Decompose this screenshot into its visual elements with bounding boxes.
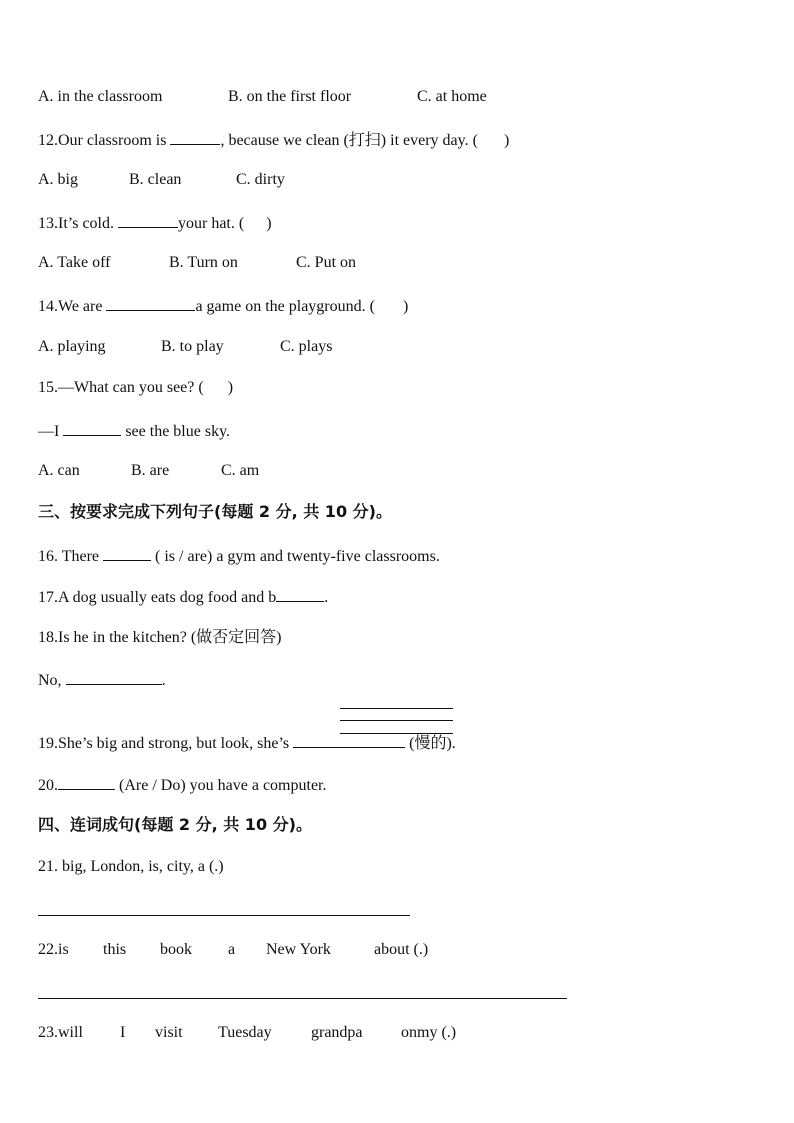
- question-13: [38, 212, 272, 234]
- q20-number: 20.: [38, 777, 58, 794]
- question-15: [38, 378, 233, 398]
- q13-option-c: C. Put on: [296, 254, 357, 271]
- section-4-heading: 四、连词成句(每题 2 分, 共 10 分)。: [38, 815, 312, 834]
- q14-answer-blank[interactable]: [106, 295, 195, 311]
- q13-text-before: 13.It’s cold.: [38, 215, 118, 232]
- question-21: 21. big, London, is, city, a (.): [38, 858, 224, 875]
- q15-paren-close: ): [227, 379, 234, 396]
- q14-paren-close: ): [402, 298, 409, 315]
- q16-text-before: 16. There: [38, 548, 104, 565]
- q11-option-b: B. on the first floor: [228, 88, 352, 105]
- q12-paren-close: ): [503, 132, 510, 149]
- q22-number: 22.: [38, 941, 58, 958]
- question-15-response: [38, 420, 230, 442]
- q22-word: is: [58, 941, 69, 958]
- q17-text-before: 17.A dog usually eats dog food and b: [38, 589, 277, 606]
- q19-text-before: 19.She’s big and strong, but look, she’s: [38, 735, 294, 752]
- q12-text-before: 12.Our classroom is: [38, 132, 171, 149]
- q13-paren-close: ): [266, 215, 272, 232]
- q20-answer-blank[interactable]: [58, 774, 115, 790]
- q22-word: a: [228, 941, 236, 958]
- q23-word: onmy (.): [401, 1024, 457, 1041]
- question-19: [38, 732, 456, 754]
- q12-answer-blank[interactable]: [170, 129, 220, 145]
- q22-answer-line[interactable]: [38, 998, 567, 999]
- q22-word: New York: [266, 941, 331, 958]
- q14-option-c: C. plays: [280, 338, 333, 355]
- q19-answer-blank[interactable]: [293, 732, 405, 748]
- q13-answer-blank[interactable]: [118, 212, 178, 228]
- q15-option-a: A. can: [38, 462, 80, 479]
- q15-option-c: C. am: [221, 462, 260, 479]
- q23-word: I: [120, 1024, 126, 1041]
- question-22: [38, 940, 69, 960]
- q22-word: book: [160, 941, 192, 958]
- q19-text-after: (慢的).: [405, 735, 456, 752]
- q18-answer-after: .: [161, 672, 166, 689]
- q14-text-after: a game on the playground. (: [195, 298, 375, 315]
- question-17: [38, 586, 328, 608]
- q11-option-a: A. in the classroom: [38, 88, 163, 105]
- q14-option-a: A. playing: [38, 338, 106, 355]
- question-18: 18.Is he in the kitchen? (做否定回答): [38, 629, 282, 646]
- question-20: [38, 774, 326, 796]
- q12-option-b: B. clean: [129, 171, 182, 188]
- question-12: [38, 129, 509, 151]
- q16-text-after: ( is / are) a gym and twenty-five classrooms.: [151, 548, 440, 565]
- q18-answer-blank[interactable]: [66, 669, 162, 685]
- q14-option-b: B. to play: [161, 338, 224, 355]
- section-3-heading: 三、按要求完成下列句子(每题 2 分, 共 10 分)。: [38, 502, 392, 521]
- q14-text-before: 14.We are: [38, 298, 107, 315]
- question-14: [38, 295, 408, 317]
- question-16: [38, 545, 440, 567]
- q15-answer-blank[interactable]: [63, 420, 121, 436]
- q12-option-c: C. dirty: [236, 171, 285, 188]
- question-23: [38, 1023, 83, 1043]
- q23-word: grandpa: [311, 1024, 363, 1041]
- q15-response-after: see the blue sky.: [121, 423, 231, 440]
- q15-response-before: —I: [38, 423, 64, 440]
- q23-word: Tuesday: [218, 1024, 272, 1041]
- q18-answer-before: No,: [38, 672, 66, 689]
- question-18-answer: [38, 669, 166, 691]
- q19-stacked-line-2: [340, 720, 453, 721]
- q13-option-a: A. Take off: [38, 254, 111, 271]
- q12-text-after: , because we clean (打扫) it every day. (: [220, 132, 478, 149]
- q20-text-after: (Are / Do) you have a computer.: [115, 777, 327, 794]
- q13-option-b: B. Turn on: [169, 254, 238, 271]
- q23-number: 23.: [38, 1024, 58, 1041]
- q22-word: this: [103, 941, 127, 958]
- q23-word: will: [58, 1024, 83, 1041]
- q15-option-b: B. are: [131, 462, 170, 479]
- q23-word: visit: [155, 1024, 183, 1041]
- q11-option-c: C. at home: [417, 88, 487, 105]
- q15-text: 15.—What can you see? (: [38, 379, 204, 396]
- q12-option-a: A. big: [38, 171, 78, 188]
- q19-stacked-line-1: [340, 708, 453, 709]
- q16-answer-blank[interactable]: [103, 545, 151, 561]
- q13-text-after: your hat. (: [178, 215, 245, 232]
- q17-text-after: .: [324, 589, 329, 606]
- q21-answer-line[interactable]: [38, 915, 410, 916]
- q22-word: about (.): [374, 941, 429, 958]
- q17-answer-blank[interactable]: [276, 586, 324, 602]
